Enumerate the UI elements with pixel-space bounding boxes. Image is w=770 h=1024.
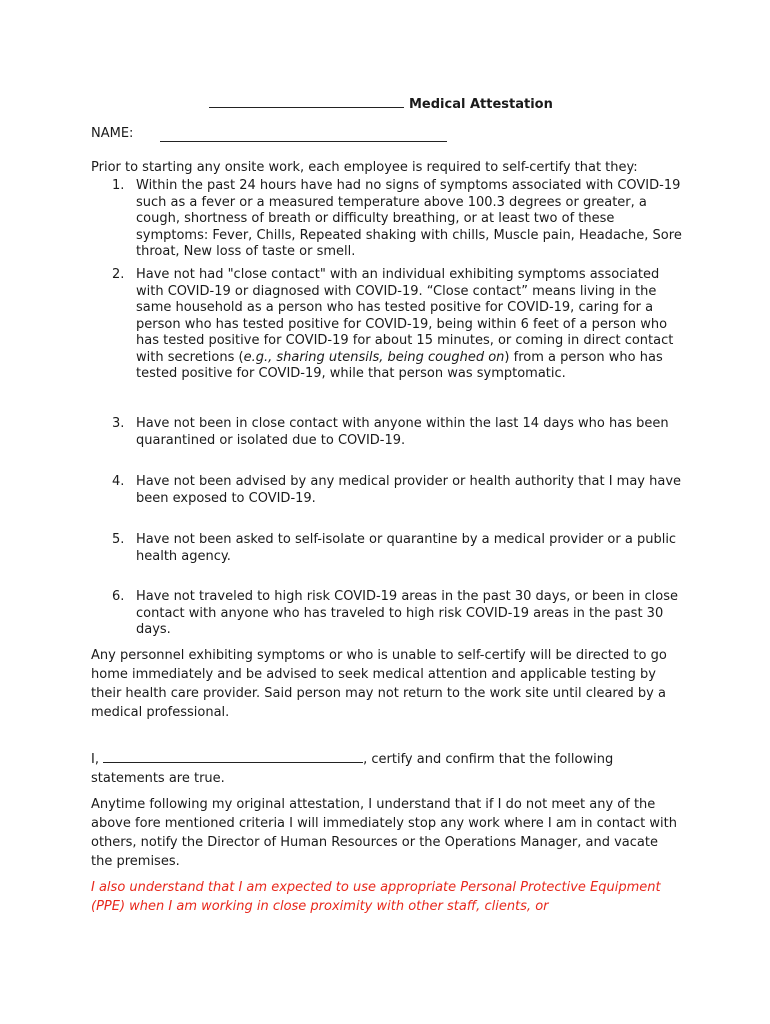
anytime-paragraph: Anytime following my original attestation, I understand that if I do not meet any of the above fore mentioned criteria I will immediately stop any work where I am in contact with others, notify the Director of Human Resources or the Operations Manager, and vacate the premises. [91, 797, 677, 869]
ppe-paragraph: I also understand that I am expected to use appropriate Personal Protective Equipment (PPE) when I am working in close proximity with other staff, clients, or [91, 880, 661, 914]
intro-text: Prior to starting any onsite work, each employee is required to self-certify that they: [91, 160, 638, 175]
document-title: Medical Attestation [209, 94, 553, 112]
signature-blank-line[interactable] [103, 750, 363, 763]
certification-statement: I, , certify and confirm that the following statements are true. [91, 752, 614, 786]
title-blank-line[interactable] [209, 94, 404, 108]
name-field-row [91, 126, 133, 141]
name-blank-line[interactable] [160, 141, 447, 142]
directive-paragraph: Any personnel exhibiting symptoms or who is unable to self-certify will be directed to go home immediately and be advised to seek medical attention and applicable testing by their health care provider. Said person may not return to the work site until cleared by a medical professional. [91, 648, 667, 720]
name-label: NAME: [91, 126, 134, 141]
